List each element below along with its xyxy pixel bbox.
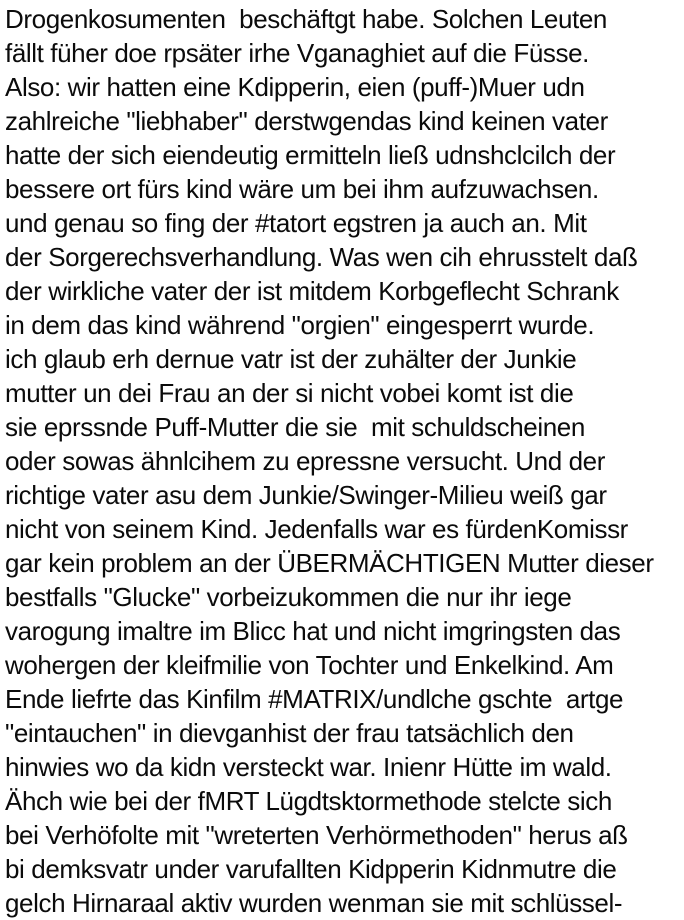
text-line: bessere ort fürs kind wäre um bei ihm aufzuwachsen. xyxy=(5,174,599,204)
text-line: bestfalls "Glucke" vorbeizukommen die nur ihr iege xyxy=(5,582,572,612)
text-line: richtige vater asu dem Junkie/Swinger-Milieu weiß gar xyxy=(5,480,607,510)
text-line: Ende liefrte das Kinfilm #MATRIX/undlche gschte artge xyxy=(5,684,624,714)
text-line: bi demksvatr under varufallten Kidpperin Kidnmutre die xyxy=(5,854,617,884)
text-line: und genau so fing der #tatort egstren ja auch an. Mit xyxy=(5,208,587,238)
text-line: nicht von seinem Kind. Jedenfalls war es fürdenKomissr xyxy=(5,514,628,544)
text-line: mutter un dei Frau an der si nicht vobei komt ist die xyxy=(5,378,574,408)
text-line: zahlreiche "liebhaber" derstwgendas kind keinen vater xyxy=(5,106,608,136)
text-line: der Sorgerechsverhandlung. Was wen cih ehrusstelt daß xyxy=(5,242,638,272)
text-line: bei Verhöfolte mit "wreterten Verhörmethoden" herus aß xyxy=(5,820,628,850)
text-line: Ähch wie bei der fMRT Lügdtsktormethode stelcte sich xyxy=(5,786,612,816)
text-line: in dem das kind während "orgien" eingesperrt wurde. xyxy=(5,310,595,340)
text-line: ich glaub erh dernue vatr ist der zuhälter der Junkie xyxy=(5,344,577,374)
text-line: sie eprssnde Puff-Mutter die sie mit schuldscheinen xyxy=(5,412,585,442)
text-line: hatte der sich eiendeutig ermitteln ließ udnshclcilch der xyxy=(5,140,616,170)
text-line: der wirkliche vater der ist mitdem Korbgeflecht Schrank xyxy=(5,276,619,306)
text-line: Drogenkosumenten beschäftgt habe. Solchen Leuten xyxy=(5,4,607,34)
text-line: wohergen der kleifmilie von Tochter und Enkelkind. Am xyxy=(5,650,614,680)
text-line: Also: wir hatten eine Kdipperin, eien (puff-)Muer udn xyxy=(5,72,585,102)
text-line: gelch Hirnaraal aktiv wurden wenman sie mit schlüssel- xyxy=(5,888,623,918)
text-line: oder sowas ähnlcihem zu epressne versucht. Und der xyxy=(5,446,605,476)
text-line: hinwies wo da kidn versteckt war. Inienr Hütte im wald. xyxy=(5,752,612,782)
text-body xyxy=(5,2,684,920)
text-line: varogung imaltre im Blicc hat und nicht imgringsten das xyxy=(5,616,621,646)
text-line: "eintauchen" in dievganhist der frau tatsächlich den xyxy=(5,718,574,748)
text-line: gar kein problem an der ÜBERMÄCHTIGEN Mutter dieser xyxy=(5,548,654,578)
text-line: fällt füher doe rpsäter irhe Vganaghiet auf die Füsse. xyxy=(5,38,589,68)
